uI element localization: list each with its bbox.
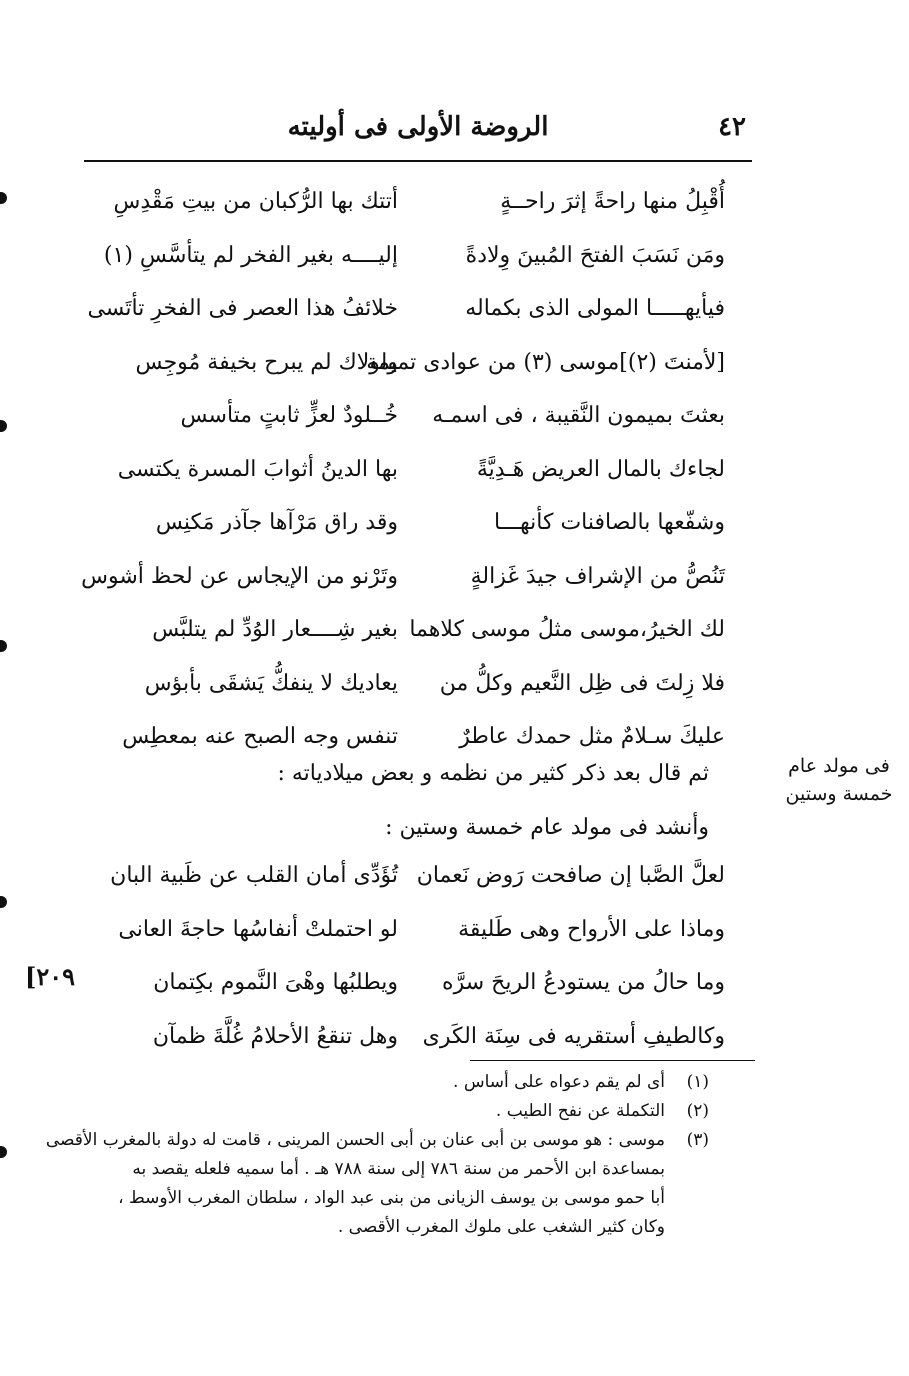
footnote-number: (١) [686, 1072, 709, 1092]
verse-first-hemistich: ومَن نَسَبَ الفتحَ المُبينَ وِلادةً [465, 242, 725, 268]
verse-second-hemistich: أتتك بها الرُّكبان من بيتِ مَقْدِسِ [113, 189, 398, 214]
verse-second-hemistich: بغير شِــــعار الوُدِّ لم يتلبَّس [152, 617, 398, 642]
poem-a [81, 182, 725, 771]
verse [110, 450, 725, 504]
running-title: الروضة الأولى فى أوليته [287, 112, 549, 142]
verse-first-hemistich: عليكَ سـلامٌ مثل حمدك عاطرٌ [459, 724, 725, 749]
edge-mark [0, 1146, 7, 1158]
margin-note [779, 752, 899, 808]
verse-first-hemistich: [لأمنتَ (٢)]موسى (٣) من عوادى تميمة [366, 349, 725, 375]
verse-first-hemistich: وشفّعها بالصافنات كأنهـــا [494, 510, 725, 535]
verse-first-hemistich: وكالطيفِ أستقريه فى سِنَة الكَرى [422, 1023, 725, 1049]
poem-b [110, 856, 725, 1070]
edge-mark [0, 420, 7, 432]
footnote-text: أى لم يقم دعواه على أساس . [453, 1072, 665, 1092]
footnote-text: أبا حمو موسى بن يوسف الزيانى من بنى عبد الواد ، سلطان المغرب الأوسط ، [118, 1188, 665, 1208]
folio-marker: [٢٠٩ [25, 962, 76, 991]
verse [110, 856, 725, 910]
verse-first-hemistich: فلا زِلتَ فى ظِل النَّعيم وكلُّ من [439, 670, 725, 696]
verse-second-hemistich: بها الدينُ أثوابَ المسرة يكتسى [117, 456, 398, 482]
margin-note-line: خمسة وستين [785, 783, 893, 805]
verse [87, 289, 725, 343]
verse-second-hemistich: يعاديك لا ينفكُّ يَشقَى بأبؤس [144, 670, 398, 696]
footnote-number: (٢) [686, 1101, 709, 1121]
verse [110, 343, 725, 397]
footnote [109, 1097, 709, 1126]
verse-second-hemistich: وقد راق مَرْآها جآذر مَكنِس [155, 510, 398, 535]
verse [110, 1017, 725, 1071]
footnote-text: التكملة عن نفح الطيب . [495, 1101, 665, 1121]
verse [110, 910, 725, 964]
verse-second-hemistich: تنفس وجه الصبح عنه بمعطِس [122, 724, 398, 749]
margin-note-line: فى مولد عام [788, 755, 890, 777]
verse-second-hemistich: خلائفُ هذا العصر فى الفخرِ تأتَسى [87, 296, 398, 321]
footnote-text: بمساعدة ابن الأحمر من سنة ٧٨٦ إلى سنة ٧٨٨ هـ . أما سميه فلعله يقصد به [132, 1159, 665, 1179]
footnote-text: موسى : هو موسى بن أبى عنان بن أبى الحسن المرينى ، قامت له دولة بالمغرب الأقصى [45, 1130, 665, 1150]
verse-second-hemistich: وهل تنقعُ الأحلامُ غُلَّةَ ظمآن [152, 1023, 398, 1049]
verse-second-hemistich: إليــــه بغير الفخر لم يتأسَّسِ (١) [103, 242, 398, 268]
header-rule [84, 160, 752, 162]
verse-first-hemistich: فيأيهـــــا المولى الذى بكماله [465, 296, 725, 321]
edge-mark [0, 896, 7, 908]
verse [110, 963, 725, 1017]
prose-line: وأنشد فى مولد عام خمسة وستين : [385, 815, 709, 840]
verse-first-hemistich: وماذا على الأرواح وهى طَليقة [458, 916, 725, 942]
verse [110, 396, 725, 450]
footnote-number: (٣) [686, 1130, 709, 1150]
verse-first-hemistich: تَنُصُّ من الإشراف جيدَ غَزالةٍ [470, 563, 725, 589]
footnote-rule [470, 1060, 755, 1061]
footnote [45, 1126, 709, 1155]
verse-first-hemistich: لعلَّ الصَّبا إن صافحت رَوض نَعمان [416, 863, 725, 888]
verse-second-hemistich: وتَرْنو من الإيجاس عن لحظ أشوس [81, 563, 398, 589]
edge-mark [0, 640, 7, 652]
verse-first-hemistich: لجاءك بالمال العريض هَـدِيَّةً [476, 456, 725, 482]
edge-mark [0, 192, 7, 204]
verse-second-hemistich: ولولاك لم يبرح بخيفة مُوجِس [135, 349, 398, 375]
verse-second-hemistich: خُــلودٌ لعزٍّ ثابتٍ متأسس [180, 403, 398, 428]
verse [81, 557, 725, 611]
verse-second-hemistich: لو احتملتْ أنفاسُها حاجةَ العانى [118, 916, 398, 942]
verse [103, 236, 725, 290]
verse-first-hemistich: أُقْبِلُ منها راحةً إثرَ راحــةٍ [500, 189, 725, 214]
page-header [84, 112, 752, 158]
prose-line: ثم قال بعد ذكر كثير من نظمه و بعض ميلادياته : [277, 761, 709, 786]
footnote [109, 1068, 709, 1097]
page-number: ٤٢ [718, 112, 746, 142]
verse-first-hemistich: وما حالُ من يستودعُ الريحَ سرَّه [442, 970, 725, 995]
verse-second-hemistich: تُؤَدِّى أمان القلب عن ظَبية البان [110, 863, 398, 888]
verse [110, 182, 725, 236]
verse [110, 610, 725, 664]
verse-first-hemistich: بعثتَ بميمون النَّقيبة ، فى اسمـه [432, 403, 725, 428]
verse-first-hemistich: لك الخيرُ،موسى مثلُ موسى كلاهما [409, 617, 725, 642]
verse [110, 664, 725, 718]
verse [110, 503, 725, 557]
footnotes [45, 1068, 709, 1242]
verse-second-hemistich: ويطلبُها وهْىَ النَّموم بكِتمان [153, 970, 398, 995]
footnote-text: وكان كثير الشغب على ملوك المغرب الأقصى . [337, 1217, 665, 1237]
